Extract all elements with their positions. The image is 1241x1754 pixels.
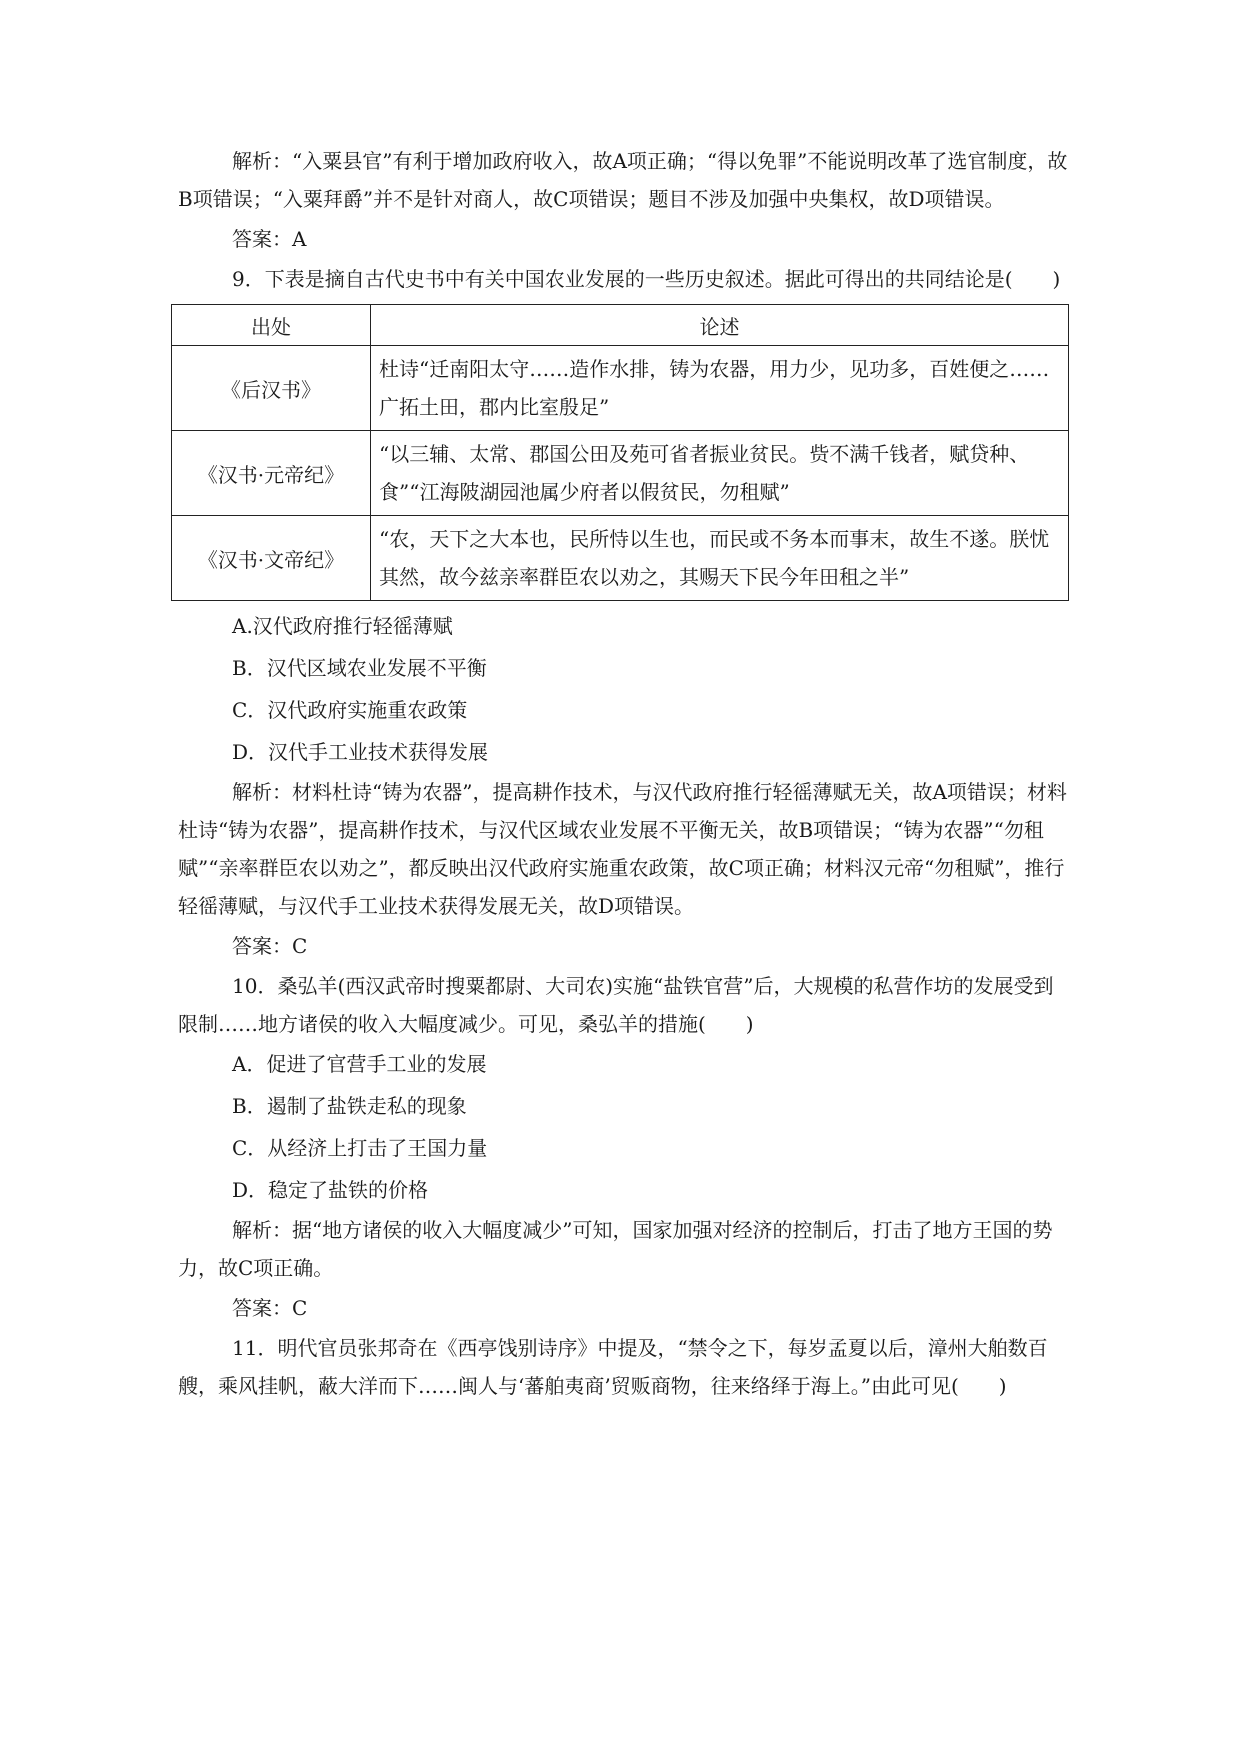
q9-option-d: D．汉代手工业技术获得发展 [232,740,489,764]
table-header-text: 论述 [371,305,1069,346]
table-cell-source: 《汉书·文帝纪》 [172,516,371,601]
q8-analysis: 解析：“入粟县官”有利于增加政府收入，故A项正确；“得以免罪”不能说明改革了选官制度，故B项错误；“入粟拜爵”并不是针对商人，故C项错误；题目不涉及加强中央集权，故D项错误。 [178,149,1068,211]
table-cell-source: 《汉书·元帝纪》 [172,431,371,516]
table-cell-text: “以三辅、太常、郡国公田及苑可省者振业贫民。赀不满千钱者，赋贷种、食”“江海陂湖园池属少府者以假贫民，勿租赋” [371,431,1069,516]
table-header-source: 出处 [172,305,371,346]
table-cell-text: 杜诗“迁南阳太守……造作水排，铸为农器，用力少，见功多，百姓便之……广拓土田，郡内比室殷足” [371,346,1069,431]
q9-option-b: B．汉代区域农业发展不平衡 [232,656,487,680]
table-cell-source: 《后汉书》 [172,346,371,431]
q10-option-a: A．促进了官营手工业的发展 [232,1052,487,1076]
q10-analysis: 解析：据“地方诸侯的收入大幅度减少”可知，国家加强对经济的控制后，打击了地方王国的势力，故C项正确。 [178,1218,1053,1280]
table-row [172,346,1069,431]
q9-source-table [171,304,1069,601]
table-cell-text: “农，天下之大本也，民所恃以生也，而民或不务本而事末，故生不遂。朕忧其然，故今兹亲率群臣农以劝之，其赐天下民今年田租之半” [371,516,1069,601]
q10-option-d: D．稳定了盐铁的价格 [232,1178,429,1202]
q10-answer: 答案：C [232,1296,308,1320]
q9-answer: 答案：C [232,934,308,958]
q11-stem: 11．明代官员张邦奇在《西亭饯别诗序》中提及，“禁令之下，每岁孟夏以后，漳州大舶数百艘，乘风挂帆，蔽大洋而下……闽人与‘蕃舶夷商’贸贩商物，往来络绎于海上。”由此可见( ) [178,1336,1048,1398]
table-row [172,431,1069,516]
q9-option-c: C．汉代政府实施重农政策 [232,698,468,722]
table-header-row [172,305,1069,346]
q9-option-a: A.汉代政府推行轻徭薄赋 [232,614,453,638]
table-row [172,516,1069,601]
q9-analysis: 解析：材料杜诗“铸为农器”，提高耕作技术，与汉代政府推行轻徭薄赋无关，故A项错误；材料杜诗“铸为农器”，提高耕作技术，与汉代区域农业发展不平衡无关，故B项错误；“铸为农器”“勿租赋”“亲率群臣农以劝之”，都反映出汉代政府实施重农政策，故C项正确；材料汉元帝“勿租赋”，推行轻徭薄赋，与汉代手工业技术获得发展无关，故D项错误。 [178,780,1067,918]
q10-option-b: B．遏制了盐铁走私的现象 [232,1094,467,1118]
q10-stem: 10．桑弘羊(西汉武帝时搜粟都尉、大司农)实施“盐铁官营”后，大规模的私营作坊的发展受到限制……地方诸侯的收入大幅度减少。可见，桑弘羊的措施( ) [178,974,1054,1036]
q9-stem: 9．下表是摘自古代史书中有关中国农业发展的一些历史叙述。据此可得出的共同结论是( ) [232,267,1061,291]
q10-option-c: C．从经济上打击了王国力量 [232,1136,488,1160]
q8-answer: 答案：A [232,227,307,251]
document-body [178,142,1068,1405]
